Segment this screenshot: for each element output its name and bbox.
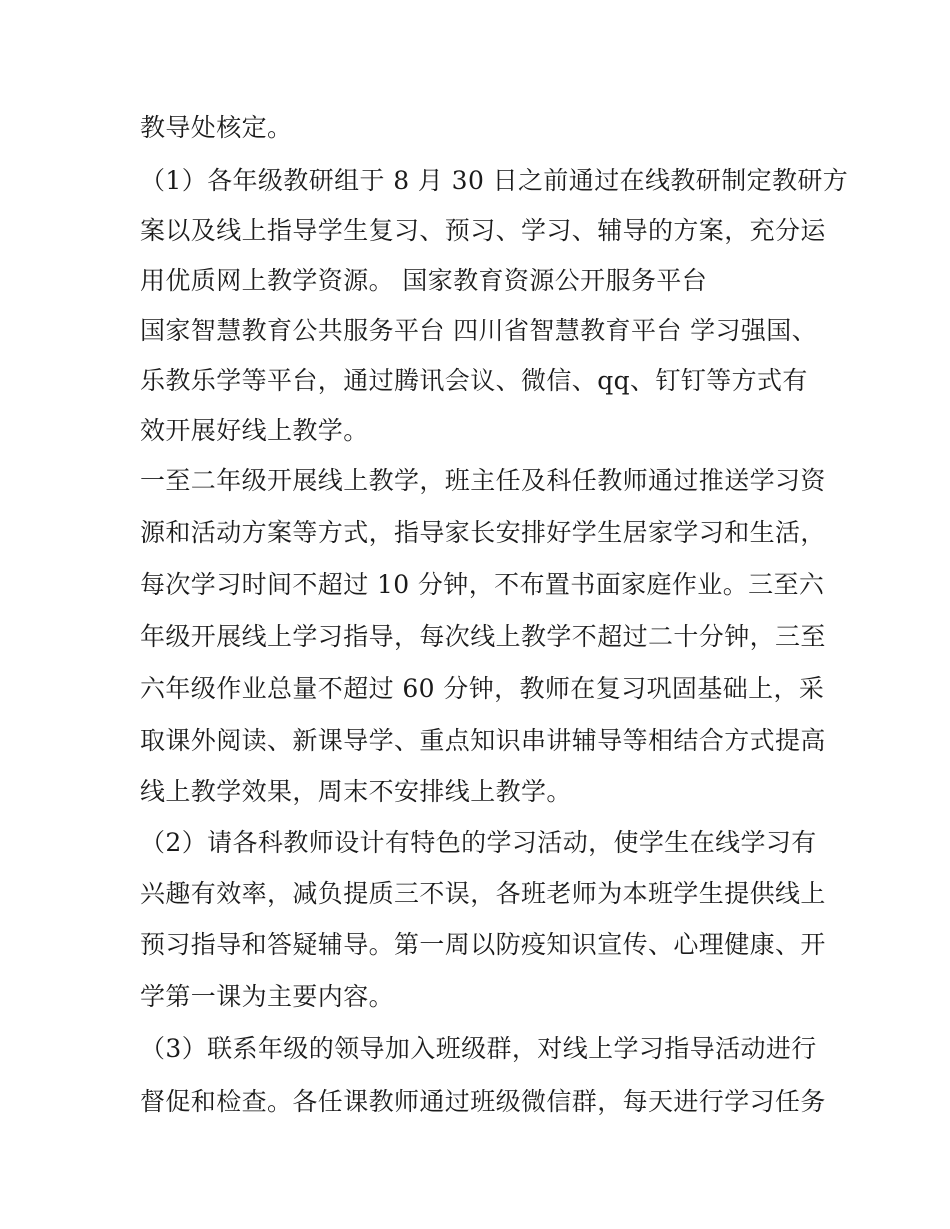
text-line: 取课外阅读、新课导学、重点知识串讲辅导等相结合方式提高 (140, 726, 826, 755)
text-line: 用优质网上教学资源。 国家教育资源公开服务平台 (140, 266, 708, 295)
text-line: （2）请各科教师设计有特色的学习活动，使学生在线学习有 (140, 828, 817, 857)
text-line: 六年级作业总量不超过 60 分钟，教师在复习巩固基础上，采 (140, 674, 825, 703)
text-line: 效开展好线上教学。 (140, 416, 369, 445)
text-line: 年级开展线上学习指导，每次线上教学不超过二十分钟，三至 (140, 622, 826, 651)
text-line: 兴趣有效率，减负提质三不误，各班老师为本班学生提供线上 (140, 879, 826, 908)
text-line: 预习指导和答疑辅导。第一周以防疫知识宣传、心理健康、开 (140, 930, 826, 959)
text-line: 每次学习时间不超过 10 分钟，不布置书面家庭作业。三至六 (140, 570, 825, 599)
text-line: 一至二年级开展线上教学，班主任及科任教师通过推送学习资 (140, 466, 826, 495)
text-line: 源和活动方案等方式，指导家长安排好学生居家学习和生活， (140, 518, 826, 547)
text-line: 国家智慧教育公共服务平台 四川省智慧教育平台 学习强国、 (140, 316, 818, 345)
text-line: 督促和检查。各任课教师通过班级微信群，每天进行学习任务 (140, 1087, 826, 1116)
text-line: （3）联系年级的领导加入班级群，对线上学习指导活动进行 (140, 1034, 817, 1063)
text-line: 线上教学效果，周末不安排线上教学。 (140, 777, 572, 806)
text-line: 教导处核定。 (140, 113, 293, 142)
text-line: （1）各年级教研组于 8 月 30 日之前通过在线教研制定教研方 (140, 166, 849, 195)
text-line: 案以及线上指导学生复习、预习、学习、辅导的方案，充分运 (140, 216, 826, 245)
text-line: 学第一课为主要内容。 (140, 982, 395, 1011)
text-line: 乐教乐学等平台，通过腾讯会议、微信、qq、钉钉等方式有 (140, 366, 808, 395)
